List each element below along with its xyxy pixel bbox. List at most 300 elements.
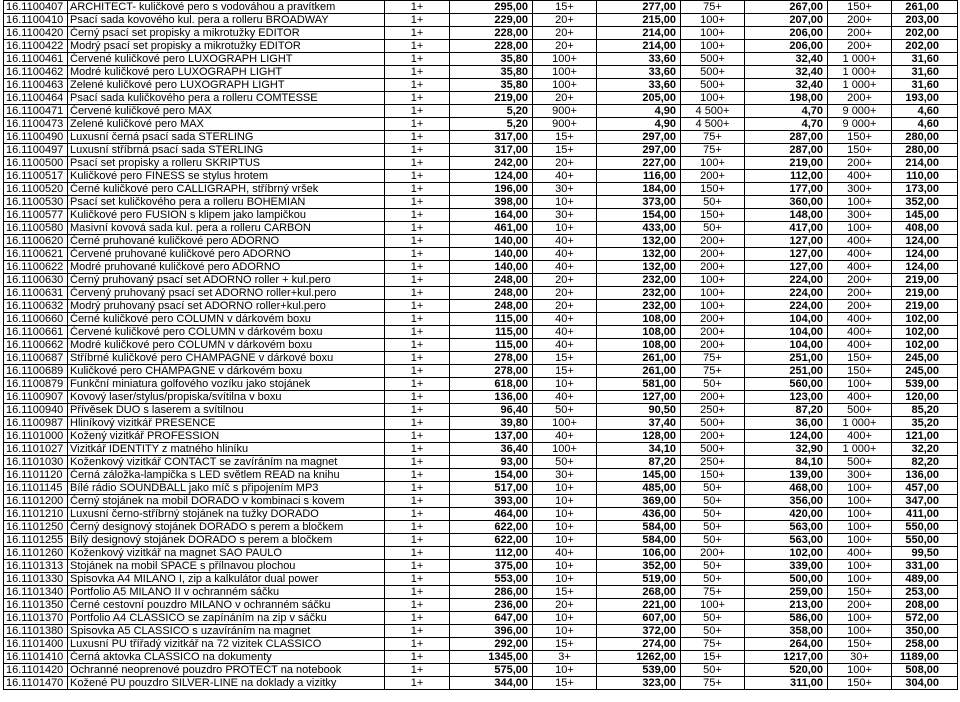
qty-tier-1-cell: 1+ [385,625,450,638]
product-code-cell: 16.1100577 [4,209,68,222]
qty-tier-4-cell: 100+ [828,521,892,534]
qty-tier-1-cell: 1+ [385,183,450,196]
price-tier-4-cell: 124,00 [892,248,958,261]
price-tier-3-cell: 1217,00 [745,651,828,664]
price-tier-1-cell: 115,00 [450,326,533,339]
qty-tier-1-cell: 1+ [385,27,450,40]
qty-tier-2-cell: 20+ [533,92,597,105]
qty-tier-4-cell: 1 000+ [828,53,892,66]
product-name-cell: Černé cestovní pouzdro MILANO v ochranném sáčku [68,599,385,612]
qty-tier-4-cell: 200+ [828,599,892,612]
qty-tier-1-cell: 1+ [385,131,450,144]
qty-tier-4-cell: 400+ [828,326,892,339]
table-row [4,92,958,105]
qty-tier-3-cell: 15+ [681,651,745,664]
qty-tier-2-cell: 50+ [533,404,597,417]
price-tier-4-cell: 85,20 [892,404,958,417]
qty-tier-2-cell: 10+ [533,612,597,625]
table-row [4,612,958,625]
price-tier-1-cell: 35,80 [450,66,533,79]
product-name-cell: Psací sada kuličkového pera a rolleru COMTESSE [68,92,385,105]
qty-tier-3-cell: 50+ [681,482,745,495]
price-tier-4-cell: 572,00 [892,612,958,625]
product-name-cell: Přívěsek DUO s laserem a svítilnou [68,404,385,417]
price-tier-2-cell: 373,00 [597,196,681,209]
qty-tier-3-cell: 4 500+ [681,105,745,118]
product-name-cell: Luxusní černá psací sada STERLING [68,131,385,144]
product-code-cell: 16.1100660 [4,313,68,326]
price-tier-1-cell: 461,00 [450,222,533,235]
qty-tier-4-cell: 300+ [828,183,892,196]
qty-tier-3-cell: 200+ [681,170,745,183]
product-name-cell: Zelené kuličkové pero LUXOGRAPH LIGHT [68,79,385,92]
product-code-cell: 16.1100662 [4,339,68,352]
qty-tier-4-cell: 400+ [828,391,892,404]
price-tier-4-cell: 102,00 [892,339,958,352]
table-row [4,222,958,235]
qty-tier-2-cell: 10+ [533,378,597,391]
price-tier-3-cell: 586,00 [745,612,828,625]
table-row [4,131,958,144]
qty-tier-2-cell: 10+ [533,560,597,573]
product-code-cell: 16.1101000 [4,430,68,443]
price-tier-1-cell: 317,00 [450,131,533,144]
price-tier-1-cell: 140,00 [450,248,533,261]
qty-tier-3-cell: 50+ [681,625,745,638]
qty-tier-2-cell: 40+ [533,261,597,274]
price-tier-1-cell: 140,00 [450,235,533,248]
product-code-cell: 16.1100632 [4,300,68,313]
price-tier-3-cell: 123,00 [745,391,828,404]
table-row [4,365,958,378]
table-row [4,196,958,209]
product-code-cell: 16.1101200 [4,495,68,508]
price-tier-1-cell: 115,00 [450,313,533,326]
price-tier-4-cell: 82,20 [892,456,958,469]
price-tier-4-cell: 203,00 [892,14,958,27]
product-name-cell: Černá záložka-lampička s LED světlem READ na knihu [68,469,385,482]
price-tier-3-cell: 500,00 [745,573,828,586]
price-tier-1-cell: 278,00 [450,352,533,365]
price-tier-4-cell: 219,00 [892,300,958,313]
product-code-cell: 16.1100987 [4,417,68,430]
product-name-cell: Koženkový vizitkář CONTACT se zavíráním na magnet [68,456,385,469]
price-tier-1-cell: 575,00 [450,664,533,677]
qty-tier-4-cell: 200+ [828,14,892,27]
price-tier-4-cell: 219,00 [892,274,958,287]
price-tier-4-cell: 124,00 [892,261,958,274]
price-tier-2-cell: 372,00 [597,625,681,638]
qty-tier-2-cell: 900+ [533,105,597,118]
price-tier-4-cell: 136,00 [892,469,958,482]
qty-tier-3-cell: 200+ [681,248,745,261]
table-row [4,443,958,456]
price-tier-4-cell: 457,00 [892,482,958,495]
qty-tier-1-cell: 1+ [385,339,450,352]
price-tier-4-cell: 193,00 [892,92,958,105]
price-tier-3-cell: 87,20 [745,404,828,417]
qty-tier-4-cell: 1 000+ [828,417,892,430]
price-tier-2-cell: 33,60 [597,66,681,79]
price-tier-2-cell: 108,00 [597,313,681,326]
qty-tier-3-cell: 50+ [681,378,745,391]
product-code-cell: 16.1100520 [4,183,68,196]
qty-tier-4-cell: 400+ [828,170,892,183]
price-tier-4-cell: 31,60 [892,66,958,79]
price-tier-3-cell: 563,00 [745,534,828,547]
qty-tier-4-cell: 400+ [828,235,892,248]
price-tier-3-cell: 563,00 [745,521,828,534]
qty-tier-4-cell: 100+ [828,495,892,508]
qty-tier-2-cell: 10+ [533,508,597,521]
price-tier-1-cell: 137,00 [450,430,533,443]
price-tier-3-cell: 213,00 [745,599,828,612]
qty-tier-2-cell: 100+ [533,53,597,66]
qty-tier-3-cell: 100+ [681,27,745,40]
price-tier-3-cell: 206,00 [745,40,828,53]
qty-tier-2-cell: 20+ [533,300,597,313]
qty-tier-1-cell: 1+ [385,365,450,378]
price-tier-2-cell: 108,00 [597,326,681,339]
qty-tier-1-cell: 1+ [385,66,450,79]
table-row [4,586,958,599]
price-tier-2-cell: 297,00 [597,131,681,144]
price-tier-2-cell: 1262,00 [597,651,681,664]
table-row [4,495,958,508]
product-code-cell: 16.1101330 [4,573,68,586]
price-tier-4-cell: 202,00 [892,40,958,53]
table-row [4,534,958,547]
product-code-cell: 16.1101255 [4,534,68,547]
price-tier-2-cell: 261,00 [597,365,681,378]
price-tier-3-cell: 84,10 [745,456,828,469]
qty-tier-3-cell: 200+ [681,339,745,352]
table-row [4,521,958,534]
price-tier-4-cell: 489,00 [892,573,958,586]
product-name-cell: Červené pruhované kuličkové pero ADORNO [68,248,385,261]
qty-tier-3-cell: 150+ [681,183,745,196]
price-tier-2-cell: 132,00 [597,261,681,274]
qty-tier-4-cell: 9 000+ [828,105,892,118]
qty-tier-2-cell: 50+ [533,456,597,469]
qty-tier-2-cell: 20+ [533,287,597,300]
product-name-cell: Červené kuličkové pero MAX [68,105,385,118]
price-tier-3-cell: 251,00 [745,365,828,378]
price-tier-4-cell: 4,60 [892,118,958,131]
qty-tier-3-cell: 50+ [681,534,745,547]
qty-tier-1-cell: 1+ [385,144,450,157]
qty-tier-1-cell: 1+ [385,391,450,404]
qty-tier-3-cell: 75+ [681,586,745,599]
price-tier-1-cell: 317,00 [450,144,533,157]
qty-tier-2-cell: 40+ [533,235,597,248]
product-code-cell: 16.1101420 [4,664,68,677]
product-name-cell: Červené kuličkové pero COLUMN v dárkovém boxu [68,326,385,339]
price-tier-3-cell: 104,00 [745,313,828,326]
price-tier-1-cell: 242,00 [450,157,533,170]
qty-tier-4-cell: 200+ [828,92,892,105]
qty-tier-4-cell: 100+ [828,196,892,209]
price-tier-2-cell: 205,00 [597,92,681,105]
qty-tier-3-cell: 150+ [681,209,745,222]
table-row [4,547,958,560]
table-row [4,40,958,53]
qty-tier-3-cell: 200+ [681,547,745,560]
table-row [4,313,958,326]
price-tier-1-cell: 236,00 [450,599,533,612]
qty-tier-1-cell: 1+ [385,274,450,287]
qty-tier-2-cell: 10+ [533,222,597,235]
qty-tier-1-cell: 1+ [385,209,450,222]
qty-tier-1-cell: 1+ [385,40,450,53]
qty-tier-2-cell: 10+ [533,534,597,547]
price-tier-3-cell: 124,00 [745,430,828,443]
qty-tier-4-cell: 150+ [828,365,892,378]
table-row [4,157,958,170]
product-code-cell: 16.1101400 [4,638,68,651]
qty-tier-2-cell: 15+ [533,677,597,690]
qty-tier-3-cell: 75+ [681,365,745,378]
qty-tier-3-cell: 50+ [681,521,745,534]
qty-tier-2-cell: 15+ [533,131,597,144]
price-tier-1-cell: 292,00 [450,638,533,651]
price-tier-2-cell: 232,00 [597,274,681,287]
product-code-cell: 16.1101027 [4,443,68,456]
price-tier-4-cell: 99,50 [892,547,958,560]
product-name-cell: Ochranné neoprenové pouzdro PROTECT na notebook [68,664,385,677]
product-code-cell: 16.1100517 [4,170,68,183]
price-tier-4-cell: 120,00 [892,391,958,404]
product-code-cell: 16.1100622 [4,261,68,274]
qty-tier-1-cell: 1+ [385,1,450,14]
price-tier-3-cell: 259,00 [745,586,828,599]
qty-tier-1-cell: 1+ [385,560,450,573]
price-tier-3-cell: 32,90 [745,443,828,456]
price-tier-3-cell: 264,00 [745,638,828,651]
product-name-cell: Portfolio A5 MILANO II v ochranném sáčku [68,586,385,599]
qty-tier-3-cell: 50+ [681,612,745,625]
qty-tier-2-cell: 900+ [533,118,597,131]
price-tier-4-cell: 280,00 [892,131,958,144]
product-code-cell: 16.1100630 [4,274,68,287]
price-tier-1-cell: 464,00 [450,508,533,521]
price-tier-3-cell: 417,00 [745,222,828,235]
price-tier-2-cell: 584,00 [597,534,681,547]
table-row [4,677,958,690]
price-tier-1-cell: 248,00 [450,300,533,313]
price-tier-1-cell: 115,00 [450,339,533,352]
qty-tier-2-cell: 10+ [533,664,597,677]
product-code-cell: 16.1101370 [4,612,68,625]
qty-tier-2-cell: 3+ [533,651,597,664]
qty-tier-3-cell: 50+ [681,222,745,235]
price-tier-3-cell: 339,00 [745,560,828,573]
price-tier-4-cell: 202,00 [892,27,958,40]
product-code-cell: 16.1100530 [4,196,68,209]
qty-tier-2-cell: 100+ [533,443,597,456]
qty-tier-2-cell: 40+ [533,170,597,183]
qty-tier-1-cell: 1+ [385,79,450,92]
qty-tier-1-cell: 1+ [385,456,450,469]
price-list-table [3,0,958,690]
table-row [4,352,958,365]
price-tier-4-cell: 214,00 [892,157,958,170]
table-row [4,66,958,79]
qty-tier-4-cell: 100+ [828,664,892,677]
qty-tier-2-cell: 30+ [533,469,597,482]
price-tier-3-cell: 207,00 [745,14,828,27]
price-tier-2-cell: 581,00 [597,378,681,391]
qty-tier-1-cell: 1+ [385,677,450,690]
price-tier-2-cell: 436,00 [597,508,681,521]
price-tier-2-cell: 232,00 [597,287,681,300]
product-code-cell: 16.1100407 [4,1,68,14]
price-tier-4-cell: 408,00 [892,222,958,235]
price-tier-3-cell: 177,00 [745,183,828,196]
price-tier-1-cell: 393,00 [450,495,533,508]
qty-tier-1-cell: 1+ [385,248,450,261]
price-tier-3-cell: 224,00 [745,274,828,287]
qty-tier-3-cell: 500+ [681,66,745,79]
qty-tier-4-cell: 30+ [828,651,892,664]
qty-tier-1-cell: 1+ [385,53,450,66]
qty-tier-1-cell: 1+ [385,495,450,508]
table-row [4,638,958,651]
price-tier-4-cell: 124,00 [892,235,958,248]
price-tier-2-cell: 539,00 [597,664,681,677]
table-row [4,378,958,391]
price-tier-4-cell: 173,00 [892,183,958,196]
price-tier-4-cell: 102,00 [892,326,958,339]
price-tier-1-cell: 124,00 [450,170,533,183]
price-tier-3-cell: 251,00 [745,352,828,365]
price-tier-1-cell: 93,00 [450,456,533,469]
table-row [4,664,958,677]
price-tier-3-cell: 148,00 [745,209,828,222]
product-code-cell: 16.1101120 [4,469,68,482]
qty-tier-2-cell: 20+ [533,40,597,53]
qty-tier-1-cell: 1+ [385,287,450,300]
qty-tier-2-cell: 100+ [533,66,597,79]
product-code-cell: 16.1101313 [4,560,68,573]
qty-tier-4-cell: 100+ [828,612,892,625]
price-tier-3-cell: 102,00 [745,547,828,560]
qty-tier-2-cell: 10+ [533,495,597,508]
qty-tier-1-cell: 1+ [385,469,450,482]
price-tier-3-cell: 4,70 [745,118,828,131]
price-tier-2-cell: 274,00 [597,638,681,651]
table-row [4,79,958,92]
price-tier-4-cell: 550,00 [892,534,958,547]
price-tier-3-cell: 356,00 [745,495,828,508]
qty-tier-4-cell: 100+ [828,625,892,638]
price-tier-1-cell: 278,00 [450,365,533,378]
price-tier-2-cell: 433,00 [597,222,681,235]
qty-tier-3-cell: 200+ [681,430,745,443]
product-code-cell: 16.1100580 [4,222,68,235]
price-tier-3-cell: 267,00 [745,1,828,14]
product-name-cell: Psací set propisky a rolleru SKRIPTUS [68,157,385,170]
qty-tier-4-cell: 400+ [828,261,892,274]
qty-tier-2-cell: 100+ [533,417,597,430]
price-tier-4-cell: 1189,00 [892,651,958,664]
qty-tier-4-cell: 150+ [828,677,892,690]
product-name-cell: Černá aktovka CLASSICO na dokumenty [68,651,385,664]
product-code-cell: 16.1101145 [4,482,68,495]
price-tier-2-cell: 297,00 [597,144,681,157]
price-tier-1-cell: 228,00 [450,40,533,53]
qty-tier-2-cell: 10+ [533,625,597,638]
qty-tier-2-cell: 15+ [533,638,597,651]
table-row [4,1,958,14]
qty-tier-3-cell: 500+ [681,417,745,430]
product-name-cell: Luxusní PU třířadý vizitkář na 72 vizitek CLASSICO [68,638,385,651]
price-tier-2-cell: 132,00 [597,248,681,261]
qty-tier-3-cell: 75+ [681,144,745,157]
price-tier-3-cell: 287,00 [745,131,828,144]
price-tier-4-cell: 350,00 [892,625,958,638]
price-tier-2-cell: 214,00 [597,27,681,40]
qty-tier-4-cell: 150+ [828,1,892,14]
price-tier-4-cell: 253,00 [892,586,958,599]
price-tier-1-cell: 39,80 [450,417,533,430]
product-name-cell: Kovový laser/stylus/propiska/svítilna v boxu [68,391,385,404]
qty-tier-2-cell: 15+ [533,1,597,14]
product-name-cell: Červený pruhovaný psací set ADORNO roller+kul.pero [68,287,385,300]
price-tier-4-cell: 31,60 [892,53,958,66]
qty-tier-3-cell: 100+ [681,599,745,612]
price-tier-3-cell: 520,00 [745,664,828,677]
qty-tier-2-cell: 40+ [533,430,597,443]
product-name-cell: Černé kuličkové pero COLUMN v dárkovém boxu [68,313,385,326]
qty-tier-2-cell: 10+ [533,196,597,209]
product-code-cell: 16.1101380 [4,625,68,638]
product-code-cell: 16.1100422 [4,40,68,53]
price-tier-4-cell: 110,00 [892,170,958,183]
price-tier-4-cell: 208,00 [892,599,958,612]
qty-tier-4-cell: 1 000+ [828,443,892,456]
product-code-cell: 16.1100473 [4,118,68,131]
product-name-cell: Stříbrné kuličkové pero CHAMPAGNE v dárkové boxu [68,352,385,365]
qty-tier-1-cell: 1+ [385,352,450,365]
qty-tier-4-cell: 300+ [828,469,892,482]
qty-tier-3-cell: 100+ [681,157,745,170]
product-name-cell: Modré kuličkové pero LUXOGRAPH LIGHT [68,66,385,79]
product-name-cell: Černý psací set propisky a mikrotužky EDITOR [68,27,385,40]
qty-tier-4-cell: 500+ [828,404,892,417]
qty-tier-3-cell: 200+ [681,326,745,339]
price-tier-2-cell: 268,00 [597,586,681,599]
qty-tier-4-cell: 100+ [828,508,892,521]
qty-tier-3-cell: 100+ [681,274,745,287]
price-tier-2-cell: 261,00 [597,352,681,365]
qty-tier-2-cell: 40+ [533,326,597,339]
qty-tier-3-cell: 75+ [681,677,745,690]
product-name-cell: Černý stojánek na mobil DORADO v kombinaci s kovem [68,495,385,508]
qty-tier-2-cell: 20+ [533,157,597,170]
price-tier-1-cell: 164,00 [450,209,533,222]
price-tier-2-cell: 352,00 [597,560,681,573]
qty-tier-3-cell: 75+ [681,131,745,144]
qty-tier-3-cell: 100+ [681,14,745,27]
product-code-cell: 16.1100907 [4,391,68,404]
qty-tier-2-cell: 100+ [533,79,597,92]
table-row [4,417,958,430]
qty-tier-1-cell: 1+ [385,586,450,599]
qty-tier-1-cell: 1+ [385,417,450,430]
product-name-cell: Masivní kovová sada kul. pera a rolleru CARBON [68,222,385,235]
table-row [4,144,958,157]
